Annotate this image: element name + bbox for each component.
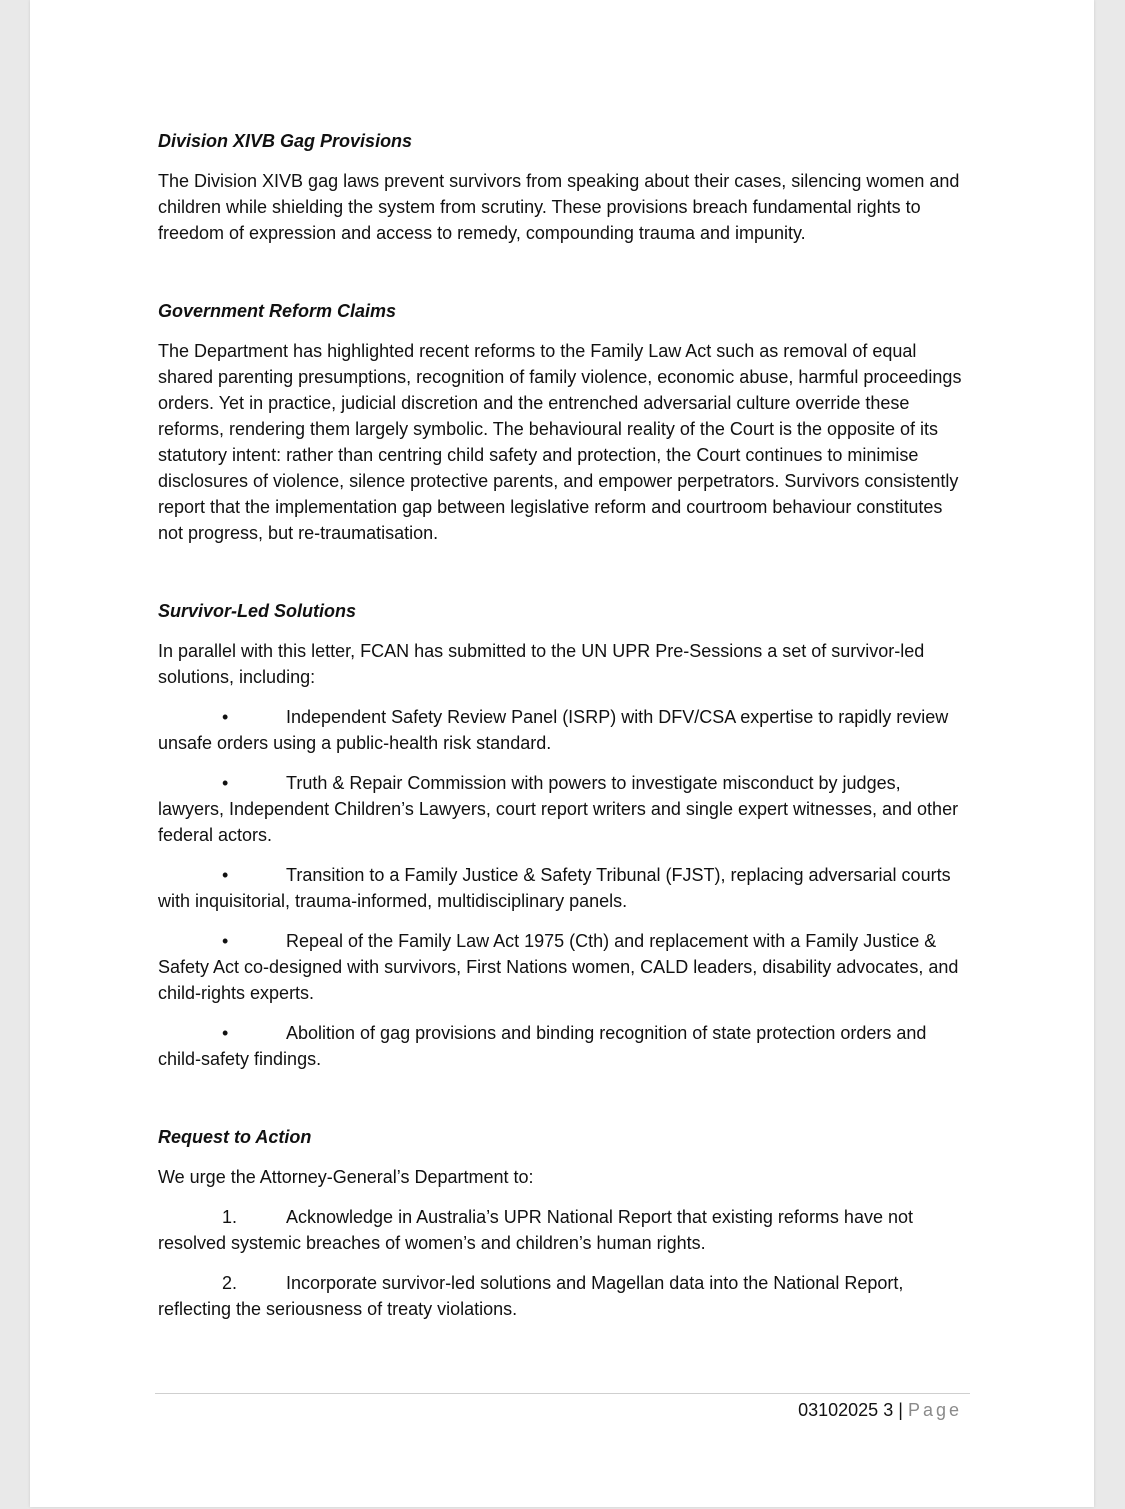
item-number: 1. xyxy=(222,1207,238,1227)
section-paragraph-survivor-solutions: In parallel with this letter, FCAN has submitted to the UN UPR Pre-Sessions a set of survivor-led solutions, including: xyxy=(158,641,925,687)
bullet-item xyxy=(158,1020,970,1072)
bullet-mark: • xyxy=(222,773,229,793)
section-heading-gag-provisions: Division XIVB Gag Provisions xyxy=(158,131,413,151)
bullet-item xyxy=(158,704,970,756)
bullet-text: Independent Safety Review Panel (ISRP) with DFV/CSA expertise to rapidly review unsafe orders using a public-health risk standard. xyxy=(158,707,949,753)
bullet-item xyxy=(158,928,970,1006)
section-paragraph-request-action: We urge the Attorney-General’s Department to: xyxy=(158,1167,534,1187)
document-body xyxy=(158,128,970,1322)
section-heading-request-action: Request to Action xyxy=(158,1127,312,1147)
bullet-mark: • xyxy=(222,931,229,951)
bullet-mark: • xyxy=(222,865,229,885)
numbered-item xyxy=(158,1204,970,1256)
section-paragraph-gag-provisions: The Division XIVB gag laws prevent survivors from speaking about their cases, silencing women and children while shielding the system from scrutiny. These provisions breach fundamental rights to freedom of expression and access to remedy, compounding trauma and impunity. xyxy=(158,171,960,243)
bullet-text: Repeal of the Family Law Act 1975 (Cth) and replacement with a Family Justice & Safety Act co-designed with survivors, First Nations women, CALD leaders, disability advocates, and child-rights experts. xyxy=(158,931,959,1003)
bullet-text: Abolition of gag provisions and binding recognition of state protection orders and child-safety findings. xyxy=(158,1023,927,1069)
bullet-text: Truth & Repair Commission with powers to investigate misconduct by judges, lawyers, Independent Children’s Lawyers, court report writers and single expert witnesses, and other federal actors. xyxy=(158,773,959,845)
footer-divider xyxy=(155,1393,970,1394)
numbered-text: Incorporate survivor-led solutions and Magellan data into the National Report, reflecting the seriousness of treaty violations. xyxy=(158,1273,904,1319)
section-heading-survivor-solutions: Survivor-Led Solutions xyxy=(158,601,357,621)
doc-number: 03102025 xyxy=(798,1400,879,1420)
bullet-text: Transition to a Family Justice & Safety Tribunal (FJST), replacing adversarial courts with inquisitorial, trauma-informed, multidisciplinary panels. xyxy=(158,865,951,911)
page-footer xyxy=(798,1397,962,1423)
document-page xyxy=(30,0,1094,1507)
section-heading-reform-claims: Government Reform Claims xyxy=(158,301,397,321)
bullet-item xyxy=(158,770,970,848)
footer-separator: | xyxy=(898,1400,903,1420)
numbered-text: Acknowledge in Australia’s UPR National Report that existing reforms have not resolved systemic breaches of women’s and children’s human rights. xyxy=(158,1207,913,1253)
numbered-item xyxy=(158,1270,970,1322)
bullet-item xyxy=(158,862,970,914)
bullet-mark: • xyxy=(222,1023,229,1043)
page-number: 3 xyxy=(883,1400,894,1420)
section-paragraph-reform-claims: The Department has highlighted recent reforms to the Family Law Act such as removal of equal shared parenting presumptions, recognition of family violence, economic abuse, harmful proceedings orders. Yet in practice, judicial discretion and the entrenched adversarial culture override these reforms, rendering them largely symbolic. The behavioural reality of the Court is the opposite of its statutory intent: rather than centring child safety and protection, the Court continues to minimise disclosures of violence, silence protective parents, and empower perpetrators. Survivors consistently report that the implementation gap between legislative reform and courtroom behaviour constitutes not progress, but re-traumatisation. xyxy=(158,341,962,543)
item-number: 2. xyxy=(222,1273,238,1293)
page-word: Page xyxy=(907,1400,962,1420)
bullet-mark: • xyxy=(222,707,229,727)
